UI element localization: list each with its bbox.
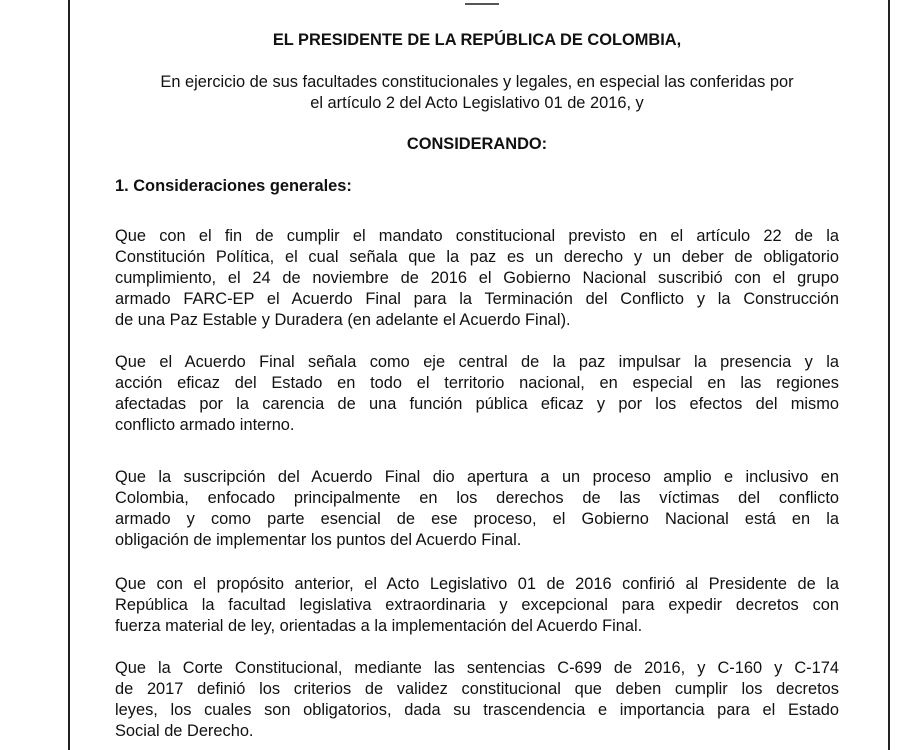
page-border-right xyxy=(888,0,890,750)
paragraph-line: Que la suscripción del Acuerdo Final dio apertura a un proceso amplio e inclusivo en xyxy=(115,468,839,486)
intro-text xyxy=(115,72,839,114)
intro-line: el artículo 2 del Acto Legislativo 01 de 2016, y xyxy=(310,94,644,112)
paragraph-line: armado FARC-EP el Acuerdo Final para la Terminación del Conflicto y la Construcción xyxy=(115,290,839,308)
paragraph-line: Que con el fin de cumplir el mandato constitucional previsto en el artículo 22 de la xyxy=(115,227,839,245)
paragraph-2 xyxy=(115,352,839,436)
paragraph-line: Que con el propósito anterior, el Acto Legislativo 01 de 2016 confirió al Presidente de la xyxy=(115,575,839,593)
paragraph-line: obligación de implementar los puntos del Acuerdo Final. xyxy=(115,531,522,549)
paragraph-line: Social de Derecho. xyxy=(115,722,254,740)
section-heading: 1. Consideraciones generales: xyxy=(115,177,352,195)
document-title: EL PRESIDENTE DE LA REPÚBLICA DE COLOMBIA, xyxy=(272,31,682,49)
paragraph-line: Que la Corte Constitucional, mediante las sentencias C-699 de 2016, y C-160 y C-174 xyxy=(115,659,839,677)
paragraph-line: Que el Acuerdo Final señala como eje central de la paz impulsar la presencia y la xyxy=(115,353,839,371)
paragraph-line: Colombia, enfocado principalmente en los derechos de las víctimas del conflicto xyxy=(115,489,839,507)
paragraph-line: Constitución Política, el cual señala que la paz es un derecho y un deber de obligatorio xyxy=(115,248,839,266)
paragraph-line: República la facultad legislativa extraordinaria y excepcional para expedir decretos con xyxy=(115,596,839,614)
paragraph-line: fuerza material de ley, orientadas a la implementación del Acuerdo Final. xyxy=(115,617,643,635)
paragraph-line: de 2017 definió los criterios de validez constitucional que deben cumplir los decretos xyxy=(115,680,839,698)
intro-line: En ejercicio de sus facultades constitucionales y legales, en especial las conferidas por xyxy=(160,73,794,91)
page-border-left xyxy=(68,0,70,750)
considerando-heading: CONSIDERANDO: xyxy=(406,135,548,153)
paragraph-line: de una Paz Estable y Duradera (en adelante el Acuerdo Final). xyxy=(115,311,571,329)
paragraph-line: armado y como parte esencial de ese proceso, el Gobierno Nacional está en la xyxy=(115,510,839,528)
paragraph-5 xyxy=(115,658,839,742)
paragraph-line: leyes, los cuales son obligatorios, dada su trascendencia e importancia para el Estado xyxy=(115,701,839,719)
paragraph-1 xyxy=(115,226,839,331)
paragraph-line: conflicto armado interno. xyxy=(115,416,295,434)
paragraph-3 xyxy=(115,467,839,551)
paragraph-line: afectadas por la carencia de una función pública eficaz y por los efectos del mismo xyxy=(115,395,839,413)
paragraph-line: acción eficaz del Estado en todo el territorio nacional, en especial en las regiones xyxy=(115,374,839,392)
paragraph-4 xyxy=(115,574,839,637)
paragraph-line: cumplimiento, el 24 de noviembre de 2016 el Gobierno Nacional suscribió con el grupo xyxy=(115,269,839,287)
page-top-mark xyxy=(465,0,499,5)
